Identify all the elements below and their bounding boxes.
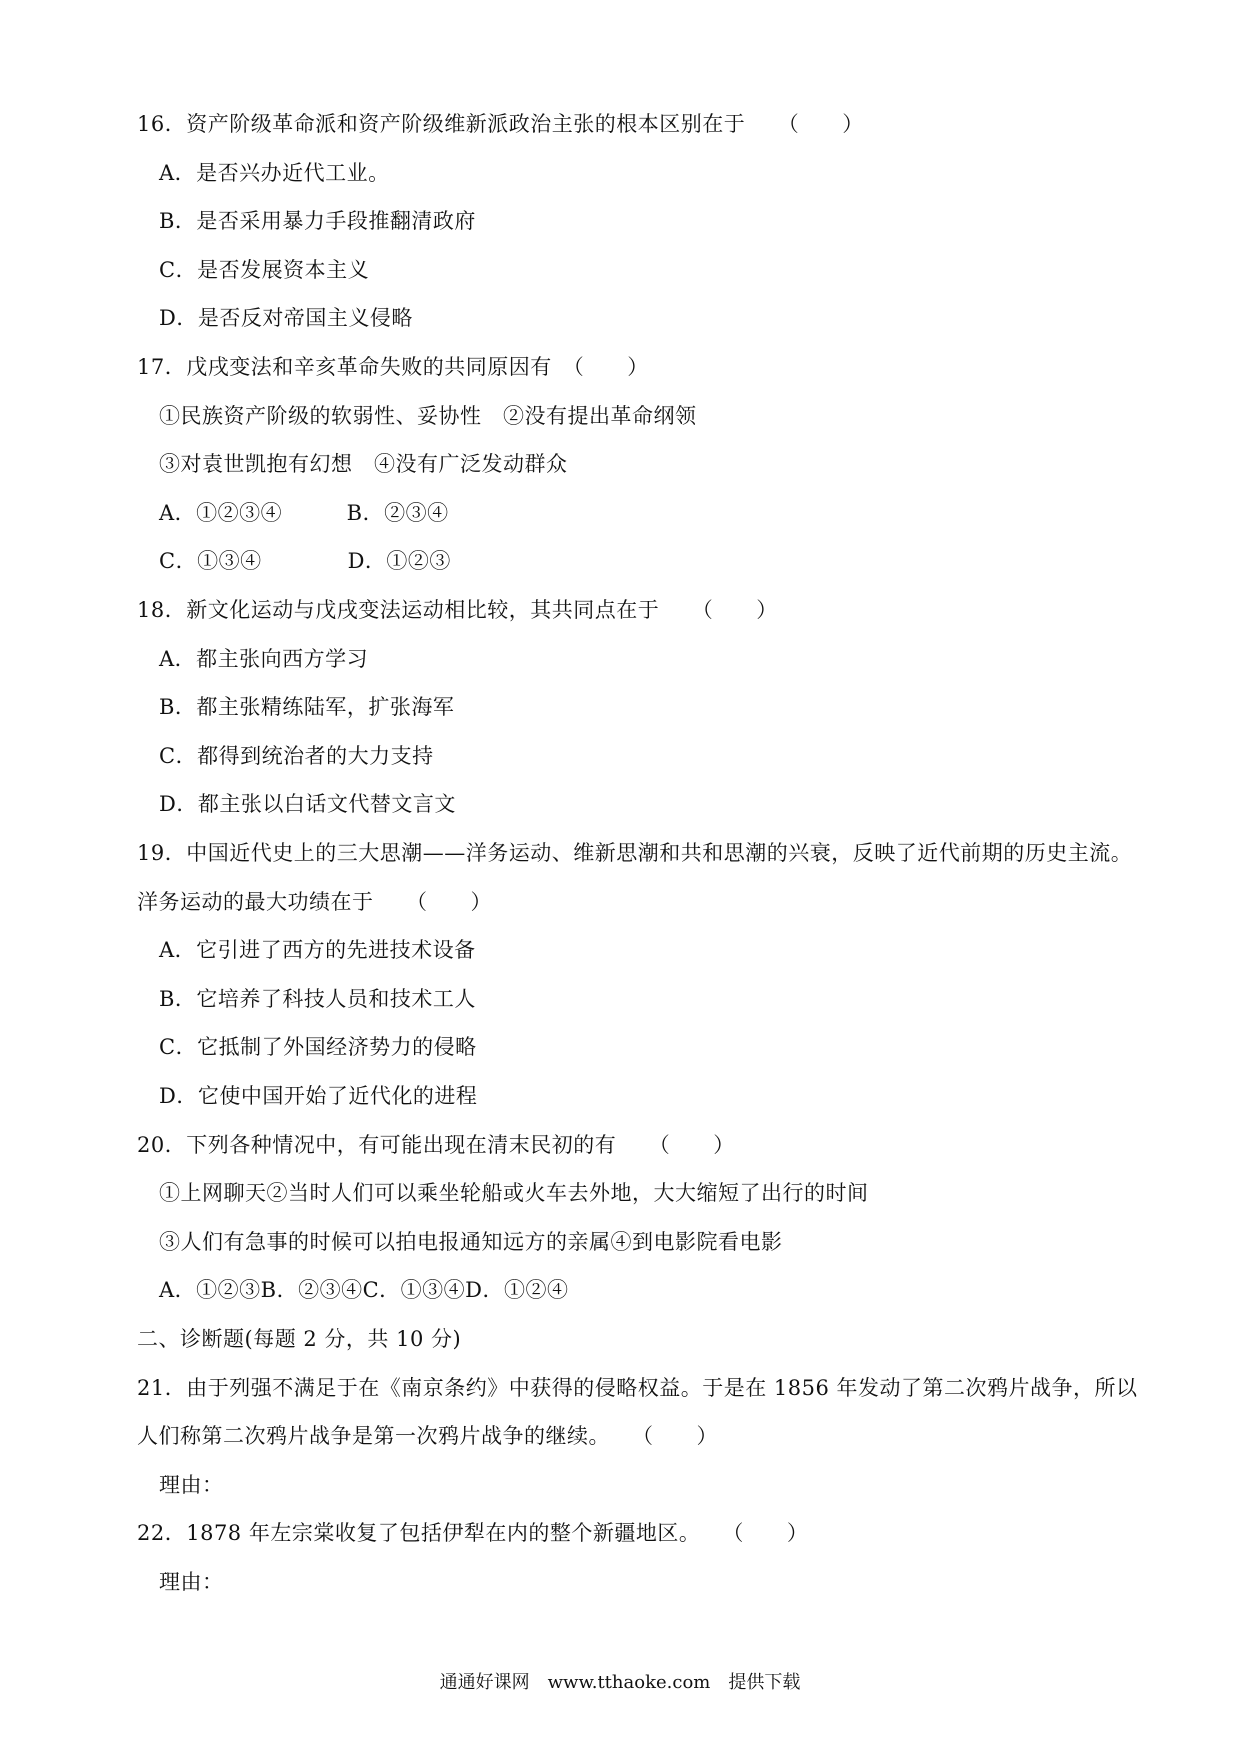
question-19-option-b: B．它培养了科技人员和技术工人 — [159, 987, 476, 1011]
question-17-stem: 17．戊戌变法和辛亥革命失败的共同原因有 （ ） — [137, 355, 649, 379]
question-17-item-2: ③对袁世凯抱有幻想 ④没有广泛发动群众 — [159, 452, 568, 476]
question-16-option-b: B．是否采用暴力手段推翻清政府 — [159, 209, 476, 233]
question-17-options-ab: A．①②③④ B．②③④ — [159, 501, 449, 525]
question-21-stem: 21．由于列强不满足于在《南京条约》中获得的侵略权益。于是在 1856 年发动了第二次鸦片战争，所以 — [137, 1376, 1138, 1400]
question-21-stem-continued: 人们称第二次鸦片战争是第一次鸦片战争的继续。 （ ） — [137, 1424, 718, 1448]
page-footer: 通通好课网 www.tthaoke.com 提供下载 — [439, 1672, 801, 1693]
question-18-option-a: A．都主张向西方学习 — [159, 647, 369, 671]
question-22-reason-label: 理由： — [159, 1570, 224, 1594]
question-21-reason-label: 理由： — [159, 1473, 224, 1497]
question-18-stem: 18．新文化运动与戊戌变法运动相比较，其共同点在于 （ ） — [137, 598, 778, 622]
question-16-option-c: C．是否发展资本主义 — [159, 258, 370, 282]
question-16-stem: 16．资产阶级革命派和资产阶级维新派政治主张的根本区别在于 （ ） — [137, 112, 864, 136]
question-19-option-c: C．它抵制了外国经济势力的侵略 — [159, 1035, 477, 1059]
question-20-options: A．①②③B．②③④C．①③④D．①②④ — [159, 1278, 569, 1302]
question-19-stem-continued: 洋务运动的最大功绩在于 （ ） — [137, 890, 492, 914]
question-22-stem: 22．1878 年左宗棠收复了包括伊犁在内的整个新疆地区。 （ ） — [137, 1521, 809, 1545]
question-18-option-c: C．都得到统治者的大力支持 — [159, 744, 434, 768]
question-17-item-1: ①民族资产阶级的软弱性、妥协性 ②没有提出革命纲领 — [159, 404, 697, 428]
question-20-stem: 20．下列各种情况中，有可能出现在清末民初的有 （ ） — [137, 1133, 735, 1157]
question-19-option-a: A．它引进了西方的先进技术设备 — [159, 938, 476, 962]
question-20-item-2: ③人们有急事的时候可以拍电报通知远方的亲属④到电影院看电影 — [159, 1230, 783, 1254]
question-18-option-d: D．都主张以白话文代替文言文 — [159, 792, 456, 816]
question-19-option-d: D．它使中国开始了近代化的进程 — [159, 1084, 478, 1108]
question-18-option-b: B．都主张精练陆军，扩张海军 — [159, 695, 455, 719]
question-16-option-d: D．是否反对帝国主义侵略 — [159, 306, 413, 330]
question-16-option-a: A．是否兴办近代工业。 — [159, 161, 390, 185]
section-2-heading: 二、诊断题(每题 2 分，共 10 分) — [137, 1327, 462, 1351]
question-17-options-cd: C．①③④ D．①②③ — [159, 549, 451, 573]
question-19-stem: 19．中国近代史上的三大思潮——洋务运动、维新思潮和共和思潮的兴衰，反映了近代前期的历史主流。 — [137, 841, 1133, 865]
question-20-item-1: ①上网聊天②当时人们可以乘坐轮船或火车去外地，大大缩短了出行的时间 — [159, 1181, 869, 1205]
